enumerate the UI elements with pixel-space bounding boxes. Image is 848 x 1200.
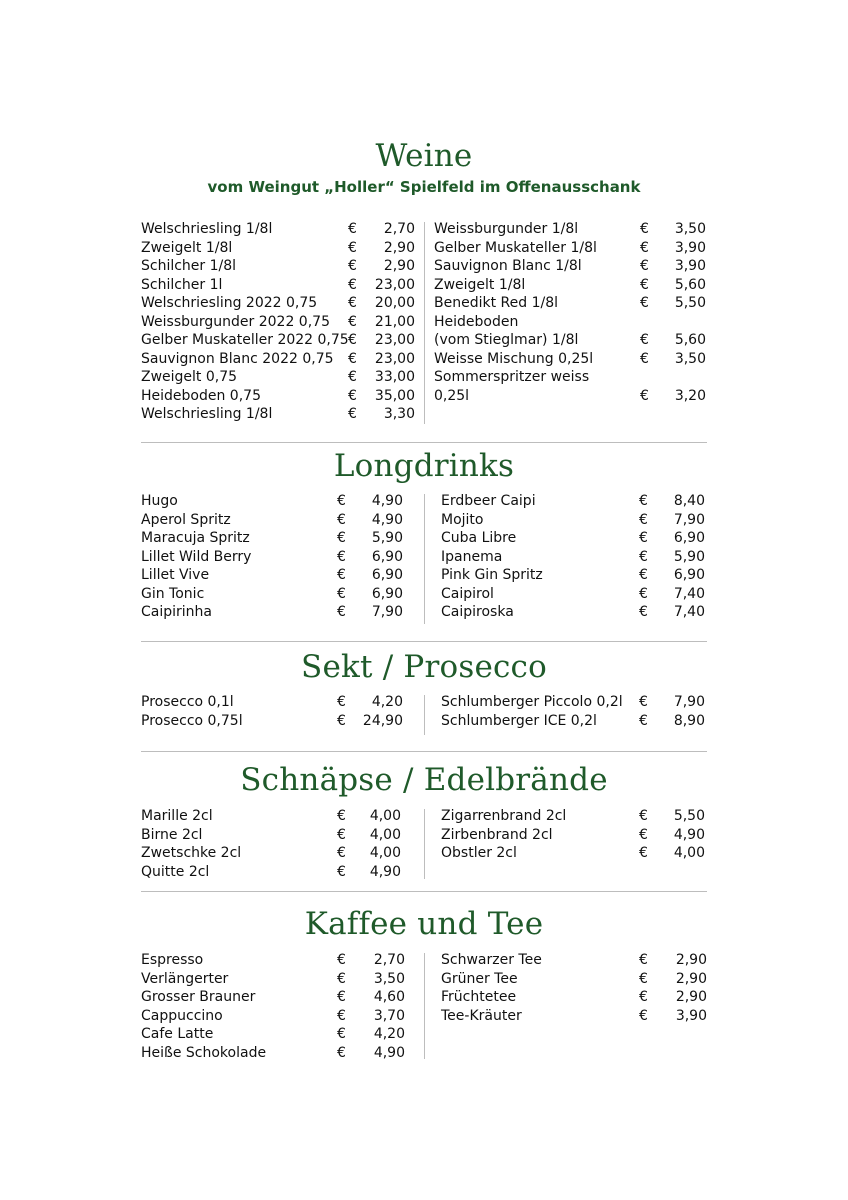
- menu-item-price: 2,90: [675, 970, 707, 987]
- menu-item-row: [441, 566, 716, 585]
- menu-item-name: Hugo: [141, 493, 178, 509]
- menu-item-name: Zirbenbrand 2cl: [441, 826, 553, 843]
- menu-item-name: Zweigelt 1/8l: [434, 276, 526, 293]
- currency-symbol: €: [640, 387, 649, 404]
- menu-item-row: [141, 826, 416, 845]
- currency-symbol: €: [640, 221, 649, 237]
- section-title-schnaepse: Schnäpse / Edelbrände: [240, 762, 608, 798]
- menu-item-price: 5,50: [673, 808, 705, 824]
- menu-item-price: 4,00: [673, 845, 705, 861]
- menu-item-price: 6,90: [673, 530, 705, 546]
- menu-item-row: [141, 1007, 416, 1026]
- currency-symbol: €: [639, 952, 648, 968]
- menu-item-name: Cappuccino: [141, 1007, 223, 1024]
- menu-item-price: 4,00: [369, 808, 401, 824]
- menu-item-price: 4,90: [371, 493, 403, 509]
- currency-symbol: €: [639, 989, 648, 1005]
- menu-item-name: Marille 2cl: [141, 808, 213, 824]
- menu-item-row: [141, 257, 416, 276]
- menu-item-price: 21,00: [374, 313, 415, 330]
- menu-item-price: 3,90: [674, 239, 706, 256]
- menu-item-name: Schwarzer Tee: [441, 952, 542, 968]
- menu-item-name: Weissburgunder 1/8l: [434, 221, 579, 237]
- menu-item-row: [141, 548, 416, 567]
- menu-item-row: [141, 294, 416, 313]
- currency-symbol: €: [337, 863, 346, 880]
- section-subtitle-weine: vom Weingut „Holler“ Spielfeld im Offenausschank: [207, 178, 641, 196]
- menu-item-row: [441, 1007, 716, 1026]
- currency-symbol: €: [337, 694, 346, 710]
- currency-symbol: €: [639, 493, 648, 509]
- weine-left-column: [141, 220, 416, 424]
- menu-item-row: [141, 220, 416, 239]
- currency-symbol: €: [337, 585, 346, 602]
- menu-item-row: [441, 511, 716, 530]
- currency-symbol: €: [337, 548, 346, 565]
- menu-item-name: Sauvignon Blanc 1/8l: [434, 258, 582, 274]
- currency-symbol: €: [348, 258, 357, 274]
- currency-symbol: €: [337, 712, 346, 729]
- currency-symbol: €: [337, 1026, 346, 1042]
- currency-symbol: €: [640, 295, 649, 311]
- currency-symbol: €: [348, 350, 357, 367]
- menu-item-price: 5,60: [674, 276, 706, 293]
- weine-right-column: [434, 220, 709, 405]
- longdrinks-left-column: [141, 492, 416, 622]
- menu-item-price: 7,40: [673, 604, 705, 620]
- menu-item-price: 7,90: [673, 694, 705, 710]
- menu-item-price: 24,90: [362, 712, 403, 729]
- kaffee-right-column: [441, 951, 716, 1025]
- section-title-longdrinks: Longdrinks: [333, 448, 515, 484]
- menu-item-price: 6,90: [371, 585, 403, 602]
- menu-item-row: [441, 970, 716, 989]
- menu-item-row: [141, 1025, 416, 1044]
- section-divider: [141, 751, 707, 752]
- menu-item-row: [141, 585, 416, 604]
- sekt-left-column: [141, 693, 416, 730]
- menu-item-row: [141, 313, 416, 332]
- menu-item-name: Welschriesling 1/8l: [141, 221, 273, 237]
- currency-symbol: €: [348, 406, 357, 422]
- column-divider: [424, 494, 425, 624]
- menu-item-name: Caipirinha: [141, 604, 212, 620]
- menu-item-row: [141, 844, 416, 863]
- menu-item-row: [141, 863, 416, 882]
- currency-symbol: €: [639, 712, 648, 729]
- currency-symbol: €: [348, 295, 357, 311]
- menu-item-row: [141, 603, 416, 622]
- menu-item-name: Gin Tonic: [141, 585, 205, 602]
- menu-item-row: [141, 566, 416, 585]
- menu-item-name: Verlängerter: [141, 970, 229, 987]
- menu-item-row: [441, 951, 716, 970]
- menu-item-row: [434, 220, 709, 239]
- menu-item-price: 3,90: [675, 1007, 707, 1024]
- currency-symbol: €: [337, 970, 346, 987]
- menu-item-row: [441, 529, 716, 548]
- currency-symbol: €: [639, 694, 648, 710]
- menu-item-name: Heideboden 0,75: [141, 387, 261, 404]
- kaffee-left-column: [141, 951, 416, 1062]
- currency-symbol: €: [337, 604, 346, 620]
- currency-symbol: €: [639, 845, 648, 861]
- menu-item-price: 3,20: [674, 387, 706, 404]
- menu-item-name: Grüner Tee: [441, 970, 518, 987]
- menu-item-name: Schilcher 1l: [141, 276, 223, 293]
- currency-symbol: €: [640, 350, 649, 367]
- menu-item-price: 5,60: [674, 332, 706, 348]
- menu-item-name: Früchtetee: [441, 989, 517, 1005]
- currency-symbol: €: [348, 239, 357, 256]
- menu-item-row: [141, 368, 416, 387]
- menu-item-row: [434, 350, 709, 369]
- menu-item-price: 4,00: [369, 826, 401, 843]
- menu-item-name: Erdbeer Caipi: [441, 493, 536, 509]
- currency-symbol: €: [639, 604, 648, 620]
- menu-item-row: [141, 331, 416, 350]
- currency-symbol: €: [348, 332, 357, 348]
- section-title-weine: Weine: [375, 138, 473, 174]
- section-title-sekt: Sekt / Prosecco: [301, 649, 547, 685]
- currency-symbol: €: [639, 548, 648, 565]
- schnaepse-left-column: [141, 807, 416, 881]
- menu-item-name: Caipiroska: [441, 604, 514, 620]
- menu-item-row: [441, 988, 716, 1007]
- menu-item-row: [441, 603, 716, 622]
- menu-item-row: [141, 239, 416, 258]
- menu-item-row: [141, 988, 416, 1007]
- menu-item-price: 2,90: [383, 258, 415, 274]
- menu-item-name: Mojito: [441, 511, 484, 528]
- currency-symbol: €: [337, 567, 346, 583]
- currency-symbol: €: [639, 826, 648, 843]
- menu-item-price: 2,70: [373, 952, 405, 968]
- menu-item-price: 23,00: [374, 350, 415, 367]
- menu-item-name: Schlumberger Piccolo 0,2l: [441, 694, 623, 710]
- menu-item-row: [441, 548, 716, 567]
- currency-symbol: €: [337, 493, 346, 509]
- menu-item-name: Benedikt Red 1/8l: [434, 295, 558, 311]
- menu-item-row: [141, 405, 416, 424]
- currency-symbol: €: [348, 387, 357, 404]
- menu-item-name: Quitte 2cl: [141, 863, 210, 880]
- menu-item-price: 4,20: [373, 1026, 405, 1042]
- menu-item-price: 4,90: [369, 863, 401, 880]
- menu-item-row: [434, 331, 709, 350]
- menu-item-name: Cuba Libre: [441, 530, 517, 546]
- menu-item-row: [441, 492, 716, 511]
- menu-item-price: 6,90: [673, 567, 705, 583]
- section-divider: [141, 891, 707, 892]
- menu-item-price: 33,00: [374, 369, 415, 385]
- currency-symbol: €: [639, 970, 648, 987]
- menu-item-row: [441, 712, 716, 731]
- menu-item-name: Heideboden: [434, 313, 519, 330]
- menu-item-price: 8,90: [673, 712, 705, 729]
- menu-item-name: Zwetschke 2cl: [141, 845, 242, 861]
- menu-item-name: Pink Gin Spritz: [441, 567, 543, 583]
- menu-item-row: [434, 294, 709, 313]
- schnaepse-right-column: [441, 807, 716, 863]
- menu-item-price: 23,00: [374, 276, 415, 293]
- menu-item-name: Schilcher 1/8l: [141, 258, 237, 274]
- menu-item-row: [441, 844, 716, 863]
- menu-item-name: Welschriesling 2022 0,75: [141, 295, 318, 311]
- currency-symbol: €: [640, 239, 649, 256]
- menu-item-price: 6,90: [371, 567, 403, 583]
- menu-item-row: [141, 951, 416, 970]
- menu-item-name: Lillet Wild Berry: [141, 548, 252, 565]
- menu-item-row: [141, 693, 416, 712]
- menu-item-name: Zigarrenbrand 2cl: [441, 808, 567, 824]
- menu-item-price: 7,40: [673, 585, 705, 602]
- currency-symbol: €: [640, 276, 649, 293]
- longdrinks-right-column: [441, 492, 716, 622]
- menu-item-name: Lillet Vive: [141, 567, 210, 583]
- currency-symbol: €: [640, 258, 649, 274]
- menu-item-price: 3,30: [383, 406, 415, 422]
- menu-item-name: Sommerspritzer weiss: [434, 369, 590, 385]
- menu-item-name: Schlumberger ICE 0,2l: [441, 712, 597, 729]
- menu-item-row: [141, 350, 416, 369]
- currency-symbol: €: [348, 276, 357, 293]
- menu-item-price: 4,20: [371, 694, 403, 710]
- menu-item-row: [434, 313, 709, 332]
- section-divider: [141, 641, 707, 642]
- currency-symbol: €: [348, 221, 357, 237]
- menu-item-price: 3,90: [674, 258, 706, 274]
- currency-symbol: €: [348, 369, 357, 385]
- menu-item-row: [141, 1044, 416, 1063]
- section-divider: [141, 442, 707, 443]
- currency-symbol: €: [337, 952, 346, 968]
- menu-item-name: Sauvignon Blanc 2022 0,75: [141, 350, 334, 367]
- column-divider: [424, 222, 425, 424]
- menu-item-name: 0,25l: [434, 387, 470, 404]
- menu-item-name: Aperol Spritz: [141, 511, 231, 528]
- menu-item-name: Tee-Kräuter: [441, 1007, 522, 1024]
- menu-item-price: 5,90: [371, 530, 403, 546]
- currency-symbol: €: [337, 1007, 346, 1024]
- menu-item-price: 4,90: [673, 826, 705, 843]
- menu-item-row: [141, 807, 416, 826]
- currency-symbol: €: [639, 1007, 648, 1024]
- menu-item-name: Gelber Muskateller 2022 0,75: [141, 332, 349, 348]
- menu-item-price: 2,90: [383, 239, 415, 256]
- menu-item-name: Welschriesling 1/8l: [141, 406, 273, 422]
- currency-symbol: €: [337, 826, 346, 843]
- menu-item-name: Prosecco 0,1l: [141, 694, 234, 710]
- menu-item-name: Obstler 2cl: [441, 845, 517, 861]
- column-divider: [424, 695, 425, 735]
- currency-symbol: €: [639, 530, 648, 546]
- menu-item-price: 3,50: [674, 221, 706, 237]
- menu-item-name: Caipirol: [441, 585, 494, 602]
- menu-item-row: [141, 276, 416, 295]
- menu-item-row: [141, 511, 416, 530]
- menu-item-price: 2,70: [383, 221, 415, 237]
- menu-item-price: 7,90: [371, 604, 403, 620]
- column-divider: [424, 809, 425, 879]
- menu-item-price: 5,50: [674, 295, 706, 311]
- currency-symbol: €: [639, 511, 648, 528]
- menu-item-price: 4,90: [373, 1044, 405, 1061]
- menu-item-price: 3,50: [373, 970, 405, 987]
- menu-item-name: Birne 2cl: [141, 826, 203, 843]
- currency-symbol: €: [639, 808, 648, 824]
- menu-item-name: Cafe Latte: [141, 1026, 214, 1042]
- menu-item-price: 6,90: [371, 548, 403, 565]
- menu-item-name: Heiße Schokolade: [141, 1044, 267, 1061]
- menu-item-name: Espresso: [141, 952, 204, 968]
- menu-item-row: [141, 529, 416, 548]
- menu-item-row: [441, 826, 716, 845]
- currency-symbol: €: [337, 1044, 346, 1061]
- menu-item-price: 4,90: [371, 511, 403, 528]
- section-title-kaffee: Kaffee und Tee: [304, 906, 544, 942]
- menu-item-row: [141, 387, 416, 406]
- currency-symbol: €: [337, 845, 346, 861]
- menu-item-price: 5,90: [673, 548, 705, 565]
- menu-item-name: Weisse Mischung 0,25l: [434, 350, 594, 367]
- menu-item-name: Zweigelt 0,75: [141, 369, 238, 385]
- menu-item-row: [141, 712, 416, 731]
- menu-item-price: 4,00: [369, 845, 401, 861]
- column-divider: [424, 953, 425, 1059]
- menu-item-row: [441, 693, 716, 712]
- currency-symbol: €: [337, 511, 346, 528]
- currency-symbol: €: [640, 332, 649, 348]
- menu-item-price: 3,70: [373, 1007, 405, 1024]
- menu-item-price: 35,00: [374, 387, 415, 404]
- menu-item-name: Gelber Muskateller 1/8l: [434, 239, 597, 256]
- menu-item-price: 23,00: [374, 332, 415, 348]
- menu-item-row: [434, 276, 709, 295]
- menu-item-row: [441, 585, 716, 604]
- menu-item-price: 2,90: [675, 952, 707, 968]
- currency-symbol: €: [337, 989, 346, 1005]
- menu-item-row: [141, 970, 416, 989]
- menu-item-name: Prosecco 0,75l: [141, 712, 243, 729]
- menu-item-name: Maracuja Spritz: [141, 530, 250, 546]
- menu-item-price: 2,90: [675, 989, 707, 1005]
- currency-symbol: €: [337, 530, 346, 546]
- menu-item-row: [441, 807, 716, 826]
- menu-item-name: (vom Stieglmar) 1/8l: [434, 332, 579, 348]
- currency-symbol: €: [348, 313, 357, 330]
- currency-symbol: €: [639, 567, 648, 583]
- currency-symbol: €: [639, 585, 648, 602]
- menu-item-row: [141, 492, 416, 511]
- menu-item-row: [434, 257, 709, 276]
- menu-item-row: [434, 387, 709, 406]
- menu-item-name: Grosser Brauner: [141, 989, 256, 1005]
- menu-item-price: 7,90: [673, 511, 705, 528]
- menu-item-price: 20,00: [374, 295, 415, 311]
- sekt-right-column: [441, 693, 716, 730]
- menu-item-name: Zweigelt 1/8l: [141, 239, 233, 256]
- menu-item-price: 3,50: [674, 350, 706, 367]
- menu-item-row: [434, 239, 709, 258]
- menu-item-price: 8,40: [673, 493, 705, 509]
- currency-symbol: €: [337, 808, 346, 824]
- menu-item-price: 4,60: [373, 989, 405, 1005]
- menu-item-name: Ipanema: [441, 548, 503, 565]
- menu-item-row: [434, 368, 709, 387]
- menu-item-name: Weissburgunder 2022 0,75: [141, 313, 330, 330]
